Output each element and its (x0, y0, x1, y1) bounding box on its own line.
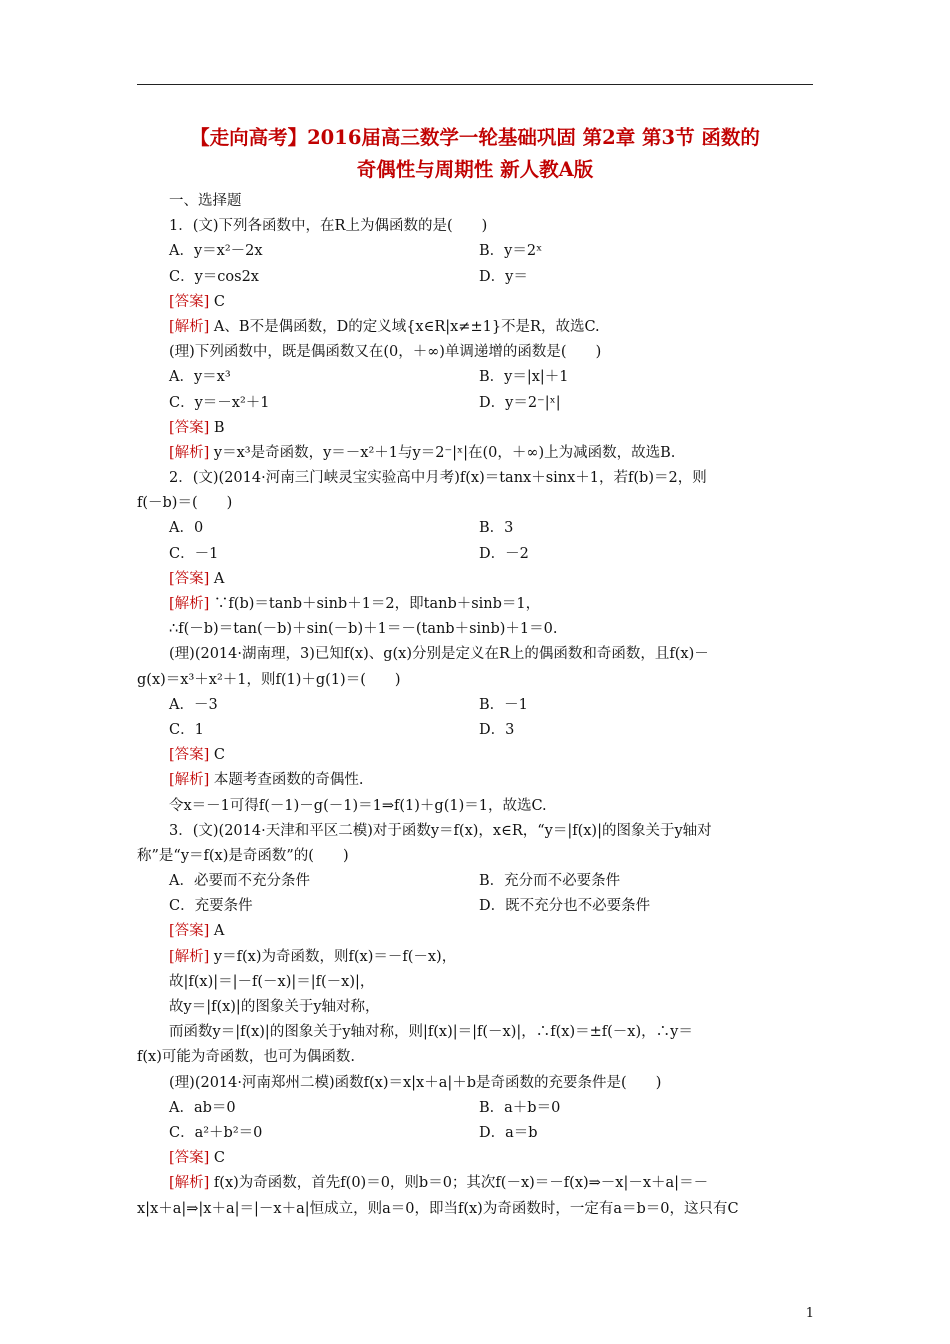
answer-label: [答案] (169, 570, 210, 587)
text-line (137, 1020, 827, 1045)
option-right: D．y＝ (479, 268, 528, 285)
page-number: 1 (805, 1306, 814, 1321)
text-line (137, 466, 827, 491)
text-line (137, 995, 827, 1020)
document-body (137, 189, 827, 1222)
option-left: A．0 (169, 520, 204, 537)
text-line (137, 1121, 827, 1146)
answer-label: [答案] (169, 747, 210, 764)
option-right: B．－1 (479, 696, 528, 713)
line-text: (理)下列函数中，既是偶函数又在(0，＋∞)单调递增的函数是( ) (169, 344, 602, 361)
text-line (137, 1197, 827, 1222)
text-line (137, 693, 827, 718)
text-line (137, 416, 827, 441)
option-right: D．－2 (479, 545, 529, 562)
line-text: C (209, 293, 226, 310)
option-left: C．－1 (169, 545, 219, 562)
text-line (137, 189, 827, 214)
line-text: 故y＝|f(x)|的图象关于y轴对称， (169, 999, 380, 1015)
line-text: y＝f(x)为奇函数，则f(x)＝－f(－x)， (209, 948, 457, 965)
header-rule (137, 84, 813, 85)
option-right: D．既不充分也不必要条件 (479, 898, 651, 915)
line-text: 令x＝－1可得f(－1)－g(－1)＝1⇒f(1)＋g(1)＝1，故选C. (169, 797, 547, 814)
text-line (137, 365, 827, 390)
option-right: D．y＝2⁻|ˣ| (479, 394, 561, 411)
line-text: 称”是“y＝f(x)是奇函数”的( ) (137, 847, 349, 864)
option-left: C．充要条件 (169, 898, 253, 915)
line-text: B (209, 419, 225, 436)
text-line (137, 315, 827, 340)
text-line (137, 265, 827, 290)
text-line (137, 945, 827, 970)
text-line (137, 567, 827, 592)
text-line (137, 768, 827, 793)
line-text: 2．(文)(2014·河南三门峡灵宝实验高中月考)f(x)＝tanx＋sinx＋1，若f(b)＝2，则 (169, 470, 707, 487)
text-line (137, 1146, 827, 1171)
analysis-label: [解析] (169, 318, 210, 335)
text-line (137, 794, 827, 819)
option-left: C．1 (169, 721, 204, 738)
text-line (137, 592, 827, 617)
option-left: A．－3 (169, 696, 218, 713)
text-line (137, 642, 827, 667)
line-text: A (209, 570, 225, 587)
analysis-label: [解析] (169, 948, 210, 965)
option-left: A．必要而不充分条件 (169, 873, 310, 890)
text-line (137, 668, 827, 693)
line-text: 3．(文)(2014·天津和平区二模)对于函数y＝f(x)，x∈R，“y＝|f(x)|的图象关于y轴对 (169, 822, 712, 839)
line-text: (理)(2014·河南郑州二模)函数f(x)＝x|x＋a|＋b是奇函数的充要条件是( ) (169, 1074, 662, 1091)
line-text: A (209, 923, 225, 940)
option-right: D．a＝b (479, 1124, 538, 1141)
line-text: 一、选择题 (169, 193, 242, 209)
option-right: B．充分而不必要条件 (479, 873, 621, 890)
text-line (137, 290, 827, 315)
option-left: A．y＝x²－2x (169, 243, 263, 260)
line-text: C (209, 1150, 226, 1167)
line-text: ∴f(－b)＝tan(－b)＋sin(－b)＋1＝－(tanb＋sinb)＋1＝0. (169, 621, 558, 638)
title-line-1: 【走向高考】2016届高三数学一轮基础巩固 第2章 第3节 函数的 (190, 126, 760, 149)
option-right: D．3 (479, 721, 515, 738)
text-line (137, 844, 827, 869)
text-line (137, 214, 827, 239)
text-line (137, 919, 827, 944)
option-left: A．ab＝0 (169, 1099, 236, 1116)
analysis-label: [解析] (169, 1175, 210, 1192)
option-right: B．y＝|x|＋1 (479, 369, 569, 386)
text-line (137, 1071, 827, 1096)
option-left: C．y＝－x²＋1 (169, 394, 270, 411)
answer-label: [答案] (169, 923, 210, 940)
line-text: (理)(2014·湖南理，3)已知f(x)、g(x)分别是定义在R上的偶函数和奇函数，且f(x)－ (169, 646, 709, 663)
document-title (137, 122, 813, 186)
text-line (137, 1096, 827, 1121)
line-text: ∵f(b)＝tanb＋sinb＋1＝2，即tanb＋sinb＝1， (209, 596, 541, 612)
option-right: B．a＋b＝0 (479, 1099, 561, 1116)
line-text: 而函数y＝|f(x)|的图象关于y轴对称，则|f(x)|＝|f(－x)|，∴f(x)＝±f(－x)，∴y＝ (169, 1024, 693, 1041)
analysis-label: [解析] (169, 444, 210, 461)
option-left: A．y＝x³ (169, 369, 231, 386)
answer-label: [答案] (169, 419, 210, 436)
text-line (137, 516, 827, 541)
text-line (137, 1045, 827, 1070)
line-text: 1．(文)下列各函数中，在R上为偶函数的是( ) (169, 218, 488, 235)
line-text: A、B不是偶函数，D的定义域{x∈R|x≠±1}不是R，故选C. (209, 318, 600, 335)
text-line (137, 391, 827, 416)
answer-label: [答案] (169, 293, 210, 310)
line-text: y＝x³是奇函数，y＝－x²＋1与y＝2⁻|ˣ|在(0，＋∞)上为减函数，故选B. (209, 444, 676, 461)
option-right: B．3 (479, 520, 514, 537)
text-line (137, 970, 827, 995)
text-line (137, 1171, 827, 1196)
text-line (137, 869, 827, 894)
line-text: C (209, 747, 226, 764)
line-text: x|x＋a|⇒|x＋a|＝|－x＋a|恒成立，则a＝0，即当f(x)为奇函数时，一定有a＝b＝0，这只有C (137, 1200, 739, 1217)
text-line (137, 718, 827, 743)
text-line (137, 617, 827, 642)
analysis-label: [解析] (169, 596, 210, 612)
line-text: f(－b)＝( ) (137, 495, 233, 512)
text-line (137, 340, 827, 365)
text-line (137, 239, 827, 264)
line-text: 故|f(x)|＝|－f(－x)|＝|f(－x)|， (169, 973, 375, 990)
line-text: f(x)可能为奇函数，也可为偶函数. (137, 1049, 355, 1066)
option-left: C．a²＋b²＝0 (169, 1124, 263, 1141)
title-line-2: 奇偶性与周期性 新人教A版 (356, 158, 594, 181)
text-line (137, 542, 827, 567)
line-text: 本题考查函数的奇偶性. (209, 772, 364, 789)
text-line (137, 441, 827, 466)
line-text: g(x)＝x³＋x²＋1，则f(1)＋g(1)＝( ) (137, 671, 401, 688)
analysis-label: [解析] (169, 772, 210, 789)
option-right: B．y＝2ˣ (479, 243, 543, 260)
answer-label: [答案] (169, 1150, 210, 1167)
text-line (137, 743, 827, 768)
text-line (137, 819, 827, 844)
line-text: f(x)为奇函数，首先f(0)＝0，则b＝0；其次f(－x)＝－f(x)⇒－x|－x＋a|＝－ (209, 1175, 709, 1192)
text-line (137, 894, 827, 919)
option-left: C．y＝cos2x (169, 268, 259, 285)
text-line (137, 491, 827, 516)
